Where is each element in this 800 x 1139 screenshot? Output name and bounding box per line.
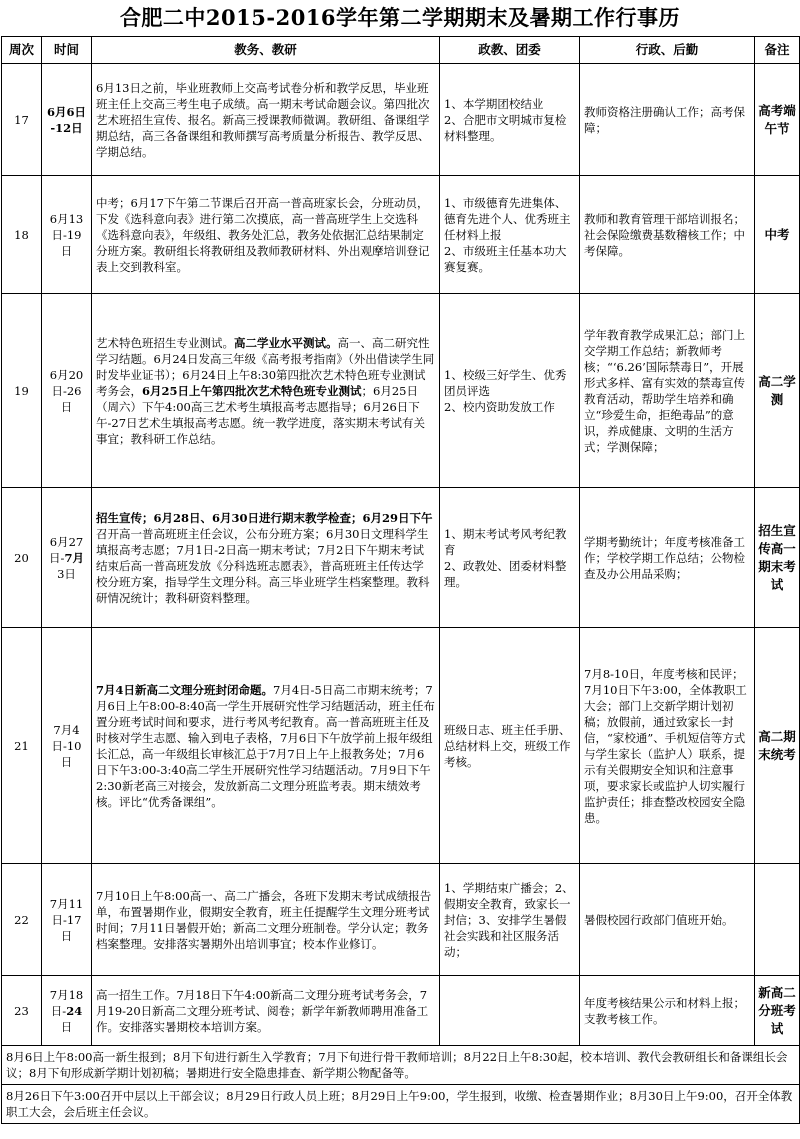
admin-cell: 教师资格注册确认工作；高考保障； [580, 64, 755, 176]
table-row [2, 864, 800, 976]
note-cell: 招生宣传高一期末考试 [755, 488, 800, 628]
week-cell: 17 [2, 64, 42, 176]
footer-row [2, 1046, 800, 1085]
week-cell: 20 [2, 488, 42, 628]
table-row [2, 976, 800, 1046]
admin-cell: 7月8-10日，年度考核和民评；7月10日下午3:00，全体教职工大会；部门上交新学期计划初稿；放假前，通过致家长一封信，“家校通”、手机短信等方式与学生家长（监护人）联系，提示有关假期安全知识和注意事项，要求家长或监护人切实履行监护责任；排查整改校园安全隐患。 [580, 628, 755, 864]
header-note: 备注 [755, 37, 800, 64]
admin-cell: 学期考勤统计；年度考核准备工作；学校学期工作总结；公物检查及办公用品采购； [580, 488, 755, 628]
teaching-cell: 高一招生工作。7月18日下午4:00新高二文理分班考试考务会，7月19-20日新高二文理分班考试、阅卷；新学年新教师聘用准备工作。安排落实暑期校本培训方案。 [92, 976, 440, 1046]
footer-row [2, 1085, 800, 1124]
header-teaching: 教务、教研 [92, 37, 440, 64]
political-cell: 1、学期结束广播会；2、假期安全教育，致家长一封信；3、安排学生暑假社会实践和社区服务活动； [440, 864, 580, 976]
teaching-cell: 7月10日上午8:00高一、高二广播会，各班下发期末考试成绩报告单，布置暑期作业，假期安全教育，班主任提醒学生文理分班考试时间；7月11日暑假开始；新高二文理分班制卷。学分认定；教务档案整理。安排落实暑期外出培训事宜；校本作业修订。 [92, 864, 440, 976]
footer-note-august-late: 8月26日下午3:00召开中层以上干部会议；8月29日行政人员上班；8月29日上午9:00，学生报到，收缴、检查暑期作业；8月30日上午9:00，召开全体教职工大会，会后班主任会议。 [2, 1085, 800, 1124]
teaching-cell: 6月13日之前，毕业班教师上交高考试卷分析和教学反思，毕业班班主任上交高三考生电子成绩。高一期末考试命题会议。第四批次艺术班招生宣传、报名。新高三授课教师微调。教研组、备课组学期总结，高三各备课组和教师撰写高考质量分析报告、教学反思、学期总结。 [92, 64, 440, 176]
table-row [2, 294, 800, 488]
week-cell: 23 [2, 976, 42, 1046]
table-row [2, 628, 800, 864]
header-political: 政教、团委 [440, 37, 580, 64]
political-cell: 1、市级德育先进集体、德育先进个人、优秀班主任材料上报 2、市级班主任基本功大赛复赛。 [440, 176, 580, 294]
teaching-cell: 艺术特色班招生专业测试。高二学业水平测试。高一、高二研究性学习结题。6月24日发高三年级《高考报考指南》（外出借读学生同时发毕业证书）；6月24日上午8:30第四批次艺术特色班专业测试考务会，6月25日上午第四批次艺术特色班专业测试；6月25日（周六）下午4:00高三艺术考生填报高考志愿指导；6月26日下午-27日艺术生填报高考志愿。统一教学进度，落实期末考试有关事宜；教科研工作总结。 [92, 294, 440, 488]
political-cell: 1、校级三好学生、优秀团员评选 2、校内资助发放工作 [440, 294, 580, 488]
week-cell: 18 [2, 176, 42, 294]
admin-cell: 年度考核结果公示和材料上报；支教考核工作。 [580, 976, 755, 1046]
political-cell: 1、期末考试考风考纪教育 2、政教处、团委材料整理。 [440, 488, 580, 628]
footer-note-august-early: 8月6日上午8:00高一新生报到；8月下旬进行新生入学教育；7月下旬进行骨干教师培训；8月22日上午8:30起，校本培训、教代会教研组长和备课组长会议；8月下旬形成新学期计划初稿；暑期进行安全隐患排查、新学期公物配备等。 [2, 1046, 800, 1085]
note-cell: 高二学测 [755, 294, 800, 488]
teaching-cell: 招生宣传；6月28日、6月30日进行期末教学检查；6月29日下午召开高一普高班班主任会议，公布分班方案；6月30日文理科学生填报高考志愿；7月1日-2日高一期末考试；7月2日下午期末考试结束后高一普高班发放《分科选班志愿表》，普高班班主任传达学校分班方案，指导学生文理分科。高三毕业班学生档案整理。教科研情况统计；教科研资料整理。 [92, 488, 440, 628]
admin-cell: 教师和教育管理干部培训报名；社会保险缴费基数稽核工作；中考保障。 [580, 176, 755, 294]
week-cell: 19 [2, 294, 42, 488]
date-cell: 6月27日-7月 3日 [42, 488, 92, 628]
schedule-table [1, 36, 800, 1124]
note-cell: 中考 [755, 176, 800, 294]
header-admin: 行政、后勤 [580, 37, 755, 64]
date-cell: 7月4日-10日 [42, 628, 92, 864]
political-cell [440, 976, 580, 1046]
note-cell [755, 864, 800, 976]
note-cell: 高二期末统考 [755, 628, 800, 864]
table-row [2, 64, 800, 176]
teaching-cell: 中考；6月17下午第二节课后召开高一普高班家长会，分班动员，下发《选科意向表》进行第二次摸底，高一普高班学生上交选科《选科意向表》，年级组、教务处汇总，教务处依据汇总结果制定分班方案。教研组长将教研组及教师教研材料、外出观摩培训登记表上交到教科室。 [92, 176, 440, 294]
week-cell: 22 [2, 864, 42, 976]
page-title: 合肥二中2015-2016学年第二学期期末及暑期工作行事历 [119, 5, 681, 30]
table-row [2, 488, 800, 628]
date-cell: 7月18日-24日 [42, 976, 92, 1046]
date-cell: 6月13日-19日 [42, 176, 92, 294]
note-cell: 高考端午节 [755, 64, 800, 176]
admin-cell: 学年教育教学成果汇总；部门上交学期工作总结；新教师考核；“‘6.26’国际禁毒日”，开展形式多样、富有实效的禁毒宣传教育活动，帮助学生培养和确立“珍爱生命，拒绝毒品”的意识，养成健康、文明的生活方式；学测保障； [580, 294, 755, 488]
header-row [2, 37, 800, 64]
political-cell: 1、本学期团校结业 2、合肥市文明城市复检材料整理。 [440, 64, 580, 176]
header-date: 时间 [42, 37, 92, 64]
table-row [2, 176, 800, 294]
political-cell: 班级日志、班主任手册、总结材料上交，班级工作考核。 [440, 628, 580, 864]
header-week: 周次 [2, 37, 42, 64]
date-cell: 7月11日-17日 [42, 864, 92, 976]
note-cell: 新高二分班考试 [755, 976, 800, 1046]
date-cell: 6月6日 -12日 [42, 64, 92, 176]
week-cell: 21 [2, 628, 42, 864]
date-cell: 6月20日-26日 [42, 294, 92, 488]
admin-cell: 暑假校园行政部门值班开始。 [580, 864, 755, 976]
teaching-cell: 7月4日新高二文理分班封闭命题。7月4日-5日高二市期末统考；7月6日上午8:00-8:40高一学生开展研究性学习结题活动，班主任布置分班考试时间和要求，进行考风考纪教育。高一普高班班主任及时核对学生志愿、输入到电子表格，7月6日下午放学前上报年级组长汇总，高一年级组长审核汇总于7月7日上午上报教务处；7月6日下午3:00-3:40高二学生开展研究性学习结题活动。7月9日下午2:30新老高三对接会，发放新高二文理分班监考表。期末绩效考核。评比“优秀备课组”。 [92, 628, 440, 864]
